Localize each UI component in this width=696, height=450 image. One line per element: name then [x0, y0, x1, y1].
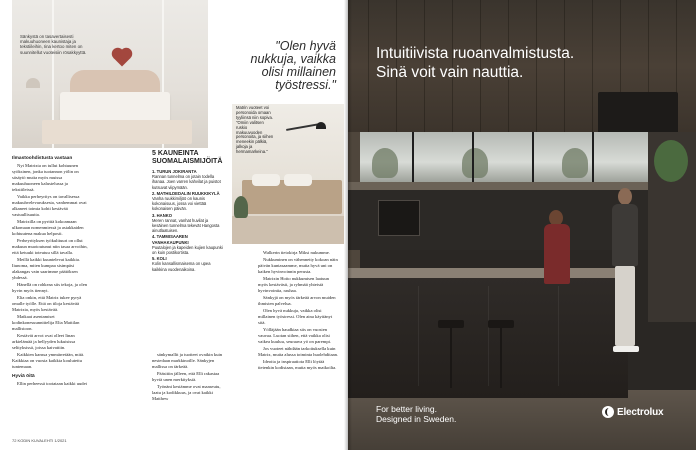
page-gutter: [344, 0, 352, 450]
list-item-heading: 1. TURUN JOKIRANTA: [152, 169, 197, 174]
article-column-3: [152, 352, 224, 403]
places-list: [152, 168, 224, 273]
paragraph: Walkerin tietokirja Miksi nukumme.: [263, 250, 330, 255]
wall-lamp-icon: [316, 122, 326, 129]
list-item-heading: 4. TAMMISAAREN VANHAKAUPUNKI: [152, 234, 189, 245]
paragraph: Yölläjään haudkiaa siis on vuosien vauvaa. Luotan siihen, että vaikka olisi vaikea kuuluu, seuraava yö on parempi.: [258, 327, 332, 344]
paragraph: Pääsitiin jälleen, että Elli rakastaa hyviä unen merkityksiä.: [152, 371, 220, 382]
list-item-text: Vanha ruukkimiljöö on kaunis kokonaisuus, jossa voi viettää kokonaisen päivän.: [152, 196, 207, 212]
kitchen-window: [352, 132, 692, 182]
paragraph: Kestävät arvot ovat olleet Iinan arkielämää ja hellyyden lukuisissa selityksissä, joissa kaivattiin.: [12, 333, 76, 350]
list-item-text: Rannan tunnelma on jotain todella ihanaa. Joen varren kahvilat ja puistot kutsuvat viipymään.: [152, 174, 221, 190]
paragraph: sänkymallit ja tuotteet ovatkin kuin nestedaan markkinoille. Sänkyjen mallissa on tärkeää.: [152, 352, 223, 369]
heart-decoration-icon: [114, 50, 131, 67]
ad-tagline: [376, 404, 496, 424]
list-item-heading: 5. KOLI: [152, 256, 167, 262]
tagline-line-2: Designed in Sweden.: [376, 414, 457, 424]
list-item-text: Meren rannat, vanhat huvilat ja kesäinen tunnelma tekevät Hangosta ainutlaatuisen.: [152, 217, 220, 234]
list-item-text: Puutalojen ja kapeiden kujien kaupunki on kuin postikortista.: [152, 244, 223, 256]
sidebar-box-title: 5 KAUNEINTA SUOMALAISMIJÖITÄ: [152, 150, 223, 165]
section-heading: Ilmastoohdistusta vastaan: [12, 156, 73, 161]
paragraph: Ellin perheessä tootataan kaikki uudet: [17, 381, 87, 386]
paragraph: Hänellä on rohkeaa siis tekoja, ja olen hyvin myös tiennyt.: [12, 282, 88, 293]
paragraph: Perheyrityksen työkulttuuri on ollut makuun muotoutunut niin tasaa arvoihin, että ketuuki toteutuu sillä tavalla.: [12, 238, 88, 255]
ad-headline: [376, 44, 676, 82]
paragraph: Meillä kaikki kuuntelevat kaikkia. Iiunoma, miten kumpaa sisimpäsi alakangas vain saarimme päätöksen yhdessä.: [12, 257, 81, 280]
paragraph: Olen hyvä nukkuja, vaikka olisi millainen työstressi. Olen aina käyttänyt sitä.: [258, 308, 333, 325]
brand-name: Electrolux: [617, 406, 664, 418]
electrolux-logo-icon: [602, 406, 614, 418]
article-column-1: [12, 156, 90, 388]
paragraph: Vaikka perheyritys on tavallisessa makuuhvelevaruksesta, vanhemmat ovat alkaneet toimia kohti kestävää vastuullisuutta.: [12, 194, 87, 217]
brand-logo: [602, 406, 663, 418]
paragraph: Työnäni kestämme ovat maaseutu, laatu ja kodikkuus, ja ovat kaikki Matthew: [152, 384, 221, 401]
photo-caption: Sänkystä on tasavertaisesti makuuhuoneen kaunistaja ja tekstiileihin, Iina kertoo miten on suunnitellut vuoteisiin rösakkyyttä.: [20, 34, 87, 55]
kitchen-island: [348, 278, 628, 398]
ad-headline-line-2: Sinä voit vain nauttia.: [376, 64, 524, 81]
ad-headline-line-1: Intuitiivista ruoanvalmistusta.: [376, 45, 575, 62]
man-figure: [610, 188, 640, 358]
paragraph: Ideoita ja inspiraatiota Elli löytää tietenkin kodistaan, mutta myös matkoilta.: [258, 359, 337, 370]
paragraph: Matrixilla on pyrittä kokoamaan ulkomaan nomenmiessä ja asiakkaiden kohtuutena makua helposti.: [12, 219, 84, 236]
plant-icon: [654, 140, 688, 182]
oven: [378, 200, 420, 236]
page-folio: 72 KODIN KUVALEHTI 1/2021: [12, 438, 67, 443]
paragraph: Nukkuminen on vähennetty kokoan näin päivän kuntasaamme, mutta hyvä uni on kaiken hyvinvoinnin perusta.: [258, 257, 338, 274]
list-item-heading: 2. MATHILDEDALIN RUUKKIKYLÄ: [152, 190, 220, 196]
advertisement-page: [348, 0, 696, 450]
bedroom-photo: [12, 0, 208, 148]
paragraph: Elia onkin, että Matrix tukee pyryä omalle työlle. Että on tiloja kestävää Matrixia, myös kestävää.: [12, 295, 82, 312]
woman-figure: [544, 210, 570, 330]
pull-quote: "Olen hyvä nukkuja, vaikka olisi millainen työstressi.": [250, 39, 336, 92]
paragraph: Matkaat asentamiset kodinkonesuunnittelija Elia Mattilan mallistoon.: [12, 314, 80, 331]
kitchen-island-top: [348, 268, 628, 278]
section-heading-2: Hyviä öitä: [12, 374, 35, 379]
paragraph: Sänkyjä on myös tärkeää arvon muiden ihmisten palvelua.: [258, 295, 336, 306]
list-item-text: Kolin kansallismaisema on upea kaikkina vuodenaikoina.: [152, 261, 211, 272]
paragraph: Matrixin Hoito nukkumisen laatuun myös kestävästi, ja ryhmää yhteistä hyvinvointia, rauhaa.: [258, 276, 329, 293]
photo-caption-2: Matrin vuoteet voi personoida omaan tyyliinsä niin sopiva. "Omiin valitsen ruskio makuuvuoden personoita, ja siihen meneekin pälkiä, jalkoja ja hermamarkeina.": [236, 105, 274, 155]
paragraph: Nyt Matrixta on tullut kohtuunen syöksinen, jonka tuotannon yölin on säsäytö mutta myös muissa makuuhuoneen kalustelussa ja tekstiileissä.: [12, 163, 79, 192]
range-hood: [598, 92, 678, 136]
tagline-line-1: For better living.: [376, 404, 437, 414]
article-column-4: [258, 250, 340, 372]
paragraph: Kaikkien kanssa ymmärretään, mitä. Kaikkiaa on vuosia kaikkia koulutettu tuntemaan.: [12, 352, 85, 369]
list-item-heading: 3. HANKO: [152, 212, 173, 218]
paragraph: Jos vuoteet nähdään tarkoituksella kuin Matrix, mutta alussa toiminta huolehditaan.: [258, 346, 339, 357]
